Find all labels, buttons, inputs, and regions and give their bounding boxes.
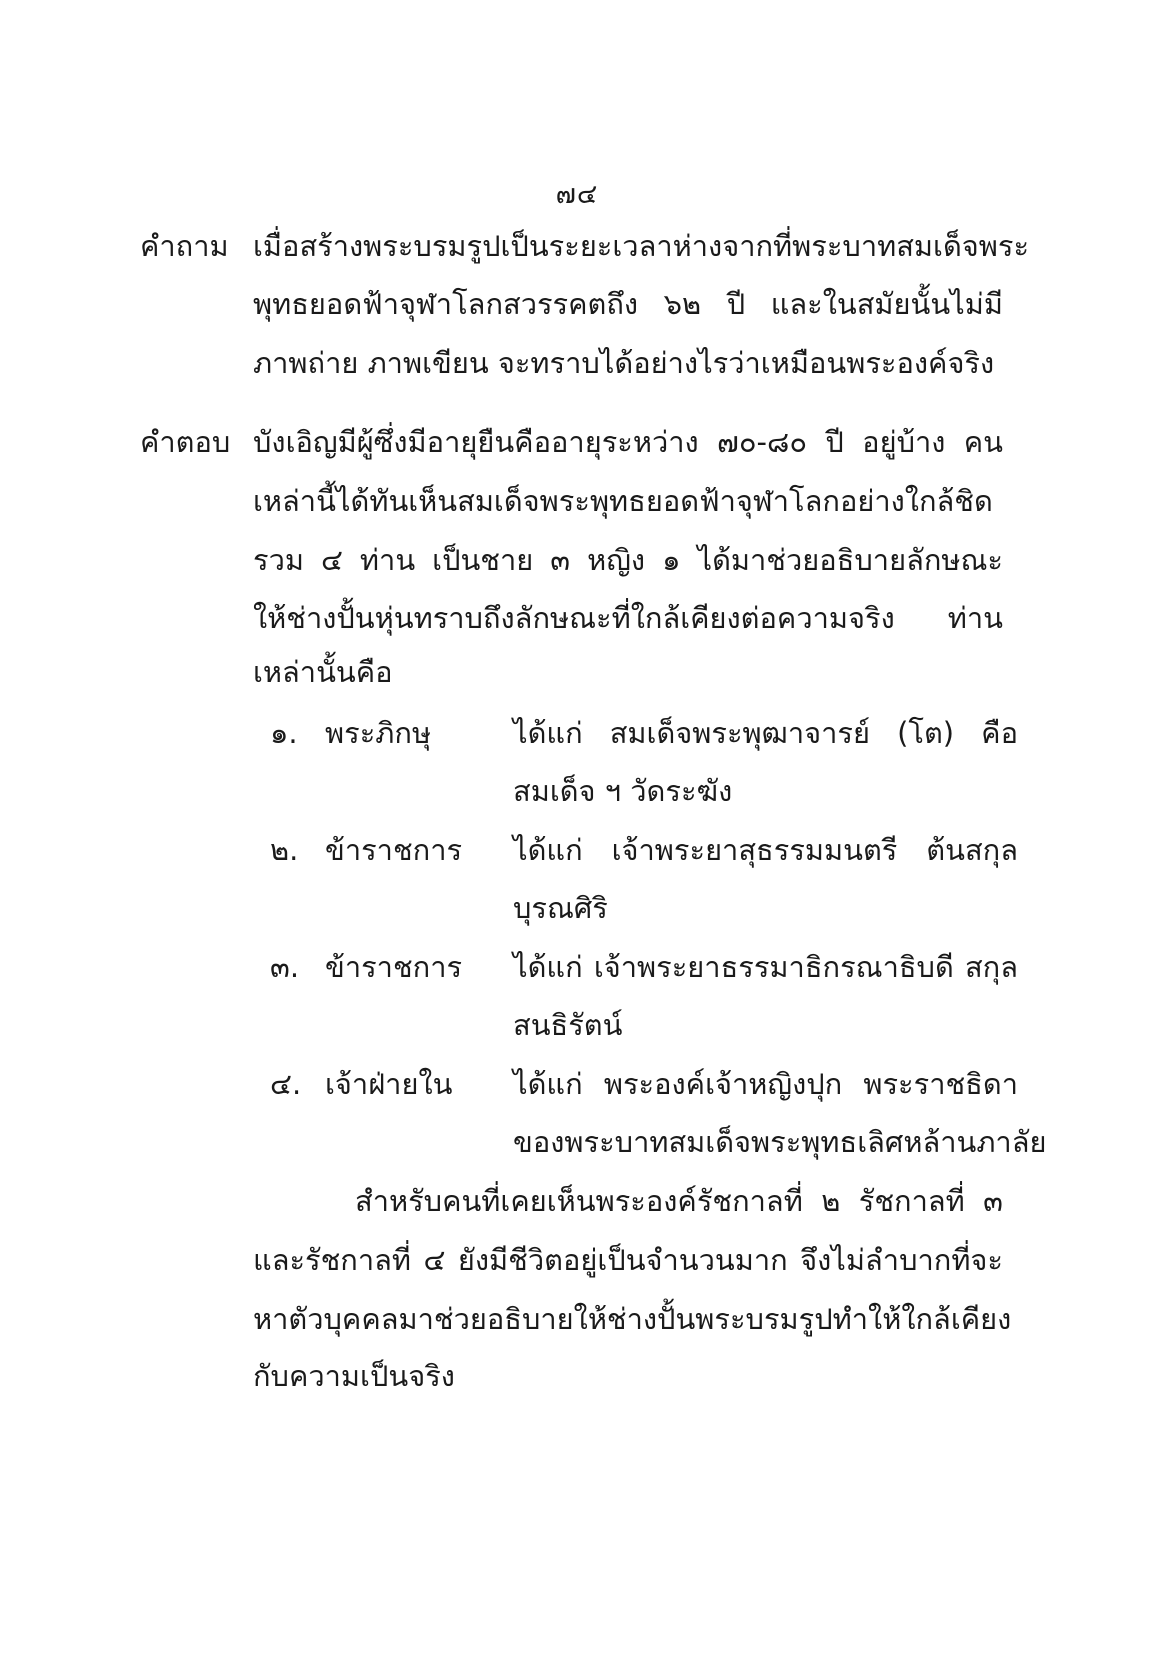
answer-line-4: ให้ช่างปั้นหุ่นทราบถึงลักษณะที่ใกล้เคียงต่อความจริง ท่าน: [253, 601, 1003, 635]
closing-line-4: กับความเป็นจริง: [253, 1359, 455, 1393]
item-desc-line-2: ของพระบาทสมเด็จพระพุทธเลิศหล้านภาลัย: [513, 1125, 1047, 1159]
question-label: คำถาม: [140, 229, 229, 263]
item-desc-line-2: สนธิรัตน์: [513, 1008, 623, 1042]
closing-line-2: และรัชกาลที่ ๔ ยังมีชีวิตอยู่เป็นจำนวนมาก จึงไม่ลำบากที่จะ: [253, 1243, 1003, 1277]
item-desc-line-2: บุรณศิริ: [513, 891, 608, 925]
item-desc-line-1: ได้แก่ สมเด็จพระพุฒาจารย์ (โต) คือ: [513, 716, 1018, 750]
answer-line-1: บังเอิญมีผู้ซึ่งมีอายุยืนคืออายุระหว่าง ๗๐-๘๐ ปี อยู่บ้าง คน: [253, 425, 1003, 459]
item-role: พระภิกษุ: [325, 716, 432, 750]
item-number: ๓.: [270, 950, 300, 984]
question-line-1: เมื่อสร้างพระบรมรูปเป็นระยะเวลาห่างจากที่พระบาทสมเด็จพระ: [253, 229, 1030, 263]
item-desc-line-2: สมเด็จ ฯ วัดระฆัง: [513, 774, 733, 808]
closing-line-1: สำหรับคนที่เคยเห็นพระองค์รัชกาลที่ ๒ รัชกาลที่ ๓: [355, 1184, 1003, 1218]
item-number: ๔.: [270, 1067, 302, 1101]
item-desc-line-1: ได้แก่ เจ้าพระยาธรรมาธิกรณาธิบดี สกุล: [513, 950, 1018, 984]
item-role: ข้าราชการ: [325, 950, 463, 984]
answer-line-3: รวม ๔ ท่าน เป็นชาย ๓ หญิง ๑ ได้มาช่วยอธิบายลักษณะ: [253, 543, 1003, 577]
question-line-2: พุทธยอดฟ้าจุฬาโลกสวรรคตถึง ๖๒ ปี และในสมัยนั้นไม่มี: [253, 287, 1003, 321]
item-role: เจ้าฝ่ายใน: [325, 1067, 453, 1101]
page-number: ๗๔: [555, 179, 599, 210]
closing-line-3: หาตัวบุคคลมาช่วยอธิบายให้ช่างปั้นพระบรมรูปทำให้ใกล้เคียง: [253, 1302, 1012, 1336]
answer-label: คำตอบ: [140, 425, 231, 459]
question-line-3: ภาพถ่าย ภาพเขียน จะทราบได้อย่างไรว่าเหมือนพระองค์จริง: [253, 346, 995, 380]
answer-line-2: เหล่านี้ได้ทันเห็นสมเด็จพระพุทธยอดฟ้าจุฬาโลกอย่างใกล้ชิด: [253, 484, 993, 518]
answer-line-5: เหล่านั้นคือ: [253, 655, 393, 689]
item-desc-line-1: ได้แก่ เจ้าพระยาสุธรรมมนตรี ต้นสกุล: [513, 833, 1018, 867]
item-role: ข้าราชการ: [325, 833, 463, 867]
item-number: ๑.: [270, 716, 298, 750]
item-desc-line-1: ได้แก่ พระองค์เจ้าหญิงปุก พระราชธิดา: [513, 1067, 1018, 1101]
item-number: ๒.: [270, 833, 299, 867]
